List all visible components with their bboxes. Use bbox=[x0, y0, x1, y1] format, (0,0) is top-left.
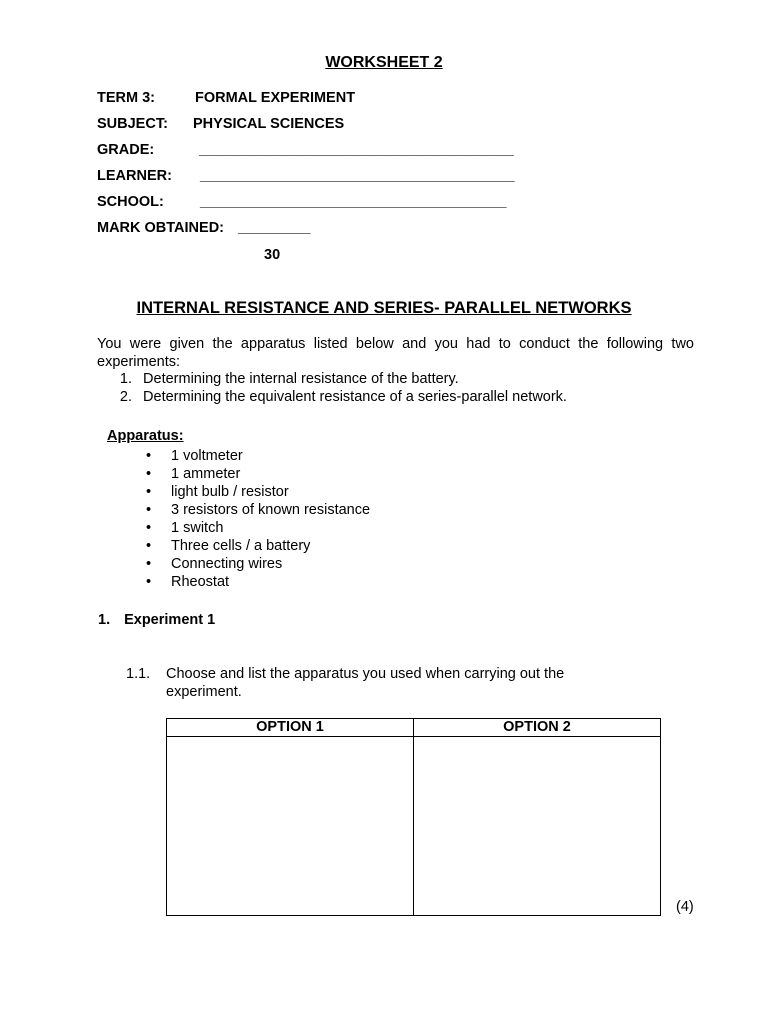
apparatus-text: Three cells / a battery bbox=[171, 538, 311, 554]
apparatus-text: light bulb / resistor bbox=[171, 484, 289, 500]
list-number: 1. bbox=[119, 371, 132, 387]
experiment-list-item bbox=[97, 371, 459, 387]
learner-blank: _______________________________________ bbox=[200, 168, 515, 184]
apparatus-item bbox=[146, 448, 243, 464]
worksheet-title: WORKSHEET 2 bbox=[325, 54, 443, 71]
apparatus-text: 1 switch bbox=[171, 520, 224, 536]
apparatus-item bbox=[146, 574, 229, 590]
list-text: Determining the equivalent resistance of a series-parallel network. bbox=[143, 389, 567, 405]
option1-header: OPTION 1 bbox=[167, 719, 414, 737]
table-header-row bbox=[167, 719, 661, 737]
options-table bbox=[166, 718, 661, 916]
experiment1-title: Experiment 1 bbox=[124, 612, 216, 628]
apparatus-text: 3 resistors of known resistance bbox=[171, 502, 371, 518]
section-heading: INTERNAL RESISTANCE AND SERIES- PARALLEL NETWORKS bbox=[136, 299, 632, 317]
experiment1-number: 1. bbox=[98, 612, 111, 628]
mark-total: 30 bbox=[264, 247, 281, 263]
subject-value: PHYSICAL SCIENCES bbox=[193, 116, 345, 132]
intro-paragraph: You were given the apparatus listed below and you had to conduct the following two experiments: bbox=[97, 336, 694, 370]
apparatus-text: Rheostat bbox=[171, 574, 230, 590]
mark-label: MARK OBTAINED: bbox=[97, 220, 224, 236]
question-text: Choose and list the apparatus you used when carrying out the experiment. bbox=[166, 666, 565, 700]
bullet-icon: • bbox=[146, 538, 152, 554]
bullet-icon: • bbox=[146, 574, 152, 590]
apparatus-title: Apparatus: bbox=[107, 428, 184, 444]
apparatus-item bbox=[146, 502, 370, 518]
apparatus-item bbox=[146, 556, 282, 572]
apparatus-text: Connecting wires bbox=[171, 556, 283, 572]
experiment-list-item bbox=[97, 389, 567, 405]
marks-allocation: (4) bbox=[676, 899, 694, 915]
school-blank: ______________________________________ bbox=[200, 194, 507, 210]
term-label: TERM 3: bbox=[97, 90, 155, 106]
grade-label: GRADE: bbox=[97, 142, 155, 158]
mark-blank: _________ bbox=[238, 220, 311, 236]
question-number: 1.1. bbox=[126, 666, 151, 682]
bullet-icon: • bbox=[146, 556, 152, 572]
apparatus-text: 1 voltmeter bbox=[171, 448, 243, 464]
apparatus-item bbox=[146, 484, 289, 500]
question-1-1 bbox=[126, 665, 596, 701]
bullet-icon: • bbox=[146, 448, 152, 464]
list-text: Determining the internal resistance of the battery. bbox=[143, 371, 459, 387]
apparatus-item bbox=[146, 520, 223, 536]
term-value: FORMAL EXPERIMENT bbox=[195, 90, 356, 106]
grade-blank: _______________________________________ bbox=[199, 142, 514, 158]
learner-label: LEARNER: bbox=[97, 168, 172, 184]
apparatus-item bbox=[146, 466, 240, 482]
bullet-icon: • bbox=[146, 502, 152, 518]
bullet-icon: • bbox=[146, 484, 152, 500]
bullet-icon: • bbox=[146, 520, 152, 536]
list-number: 2. bbox=[119, 389, 132, 405]
option1-cell[interactable] bbox=[167, 737, 414, 916]
school-label: SCHOOL: bbox=[97, 194, 164, 210]
subject-label: SUBJECT: bbox=[97, 116, 168, 132]
experiment1-heading bbox=[98, 612, 215, 628]
table-row bbox=[167, 737, 661, 916]
bullet-icon: • bbox=[146, 466, 152, 482]
apparatus-item bbox=[146, 538, 310, 554]
option2-cell[interactable] bbox=[414, 737, 661, 916]
option2-header: OPTION 2 bbox=[414, 719, 661, 737]
apparatus-text: 1 ammeter bbox=[171, 466, 241, 482]
